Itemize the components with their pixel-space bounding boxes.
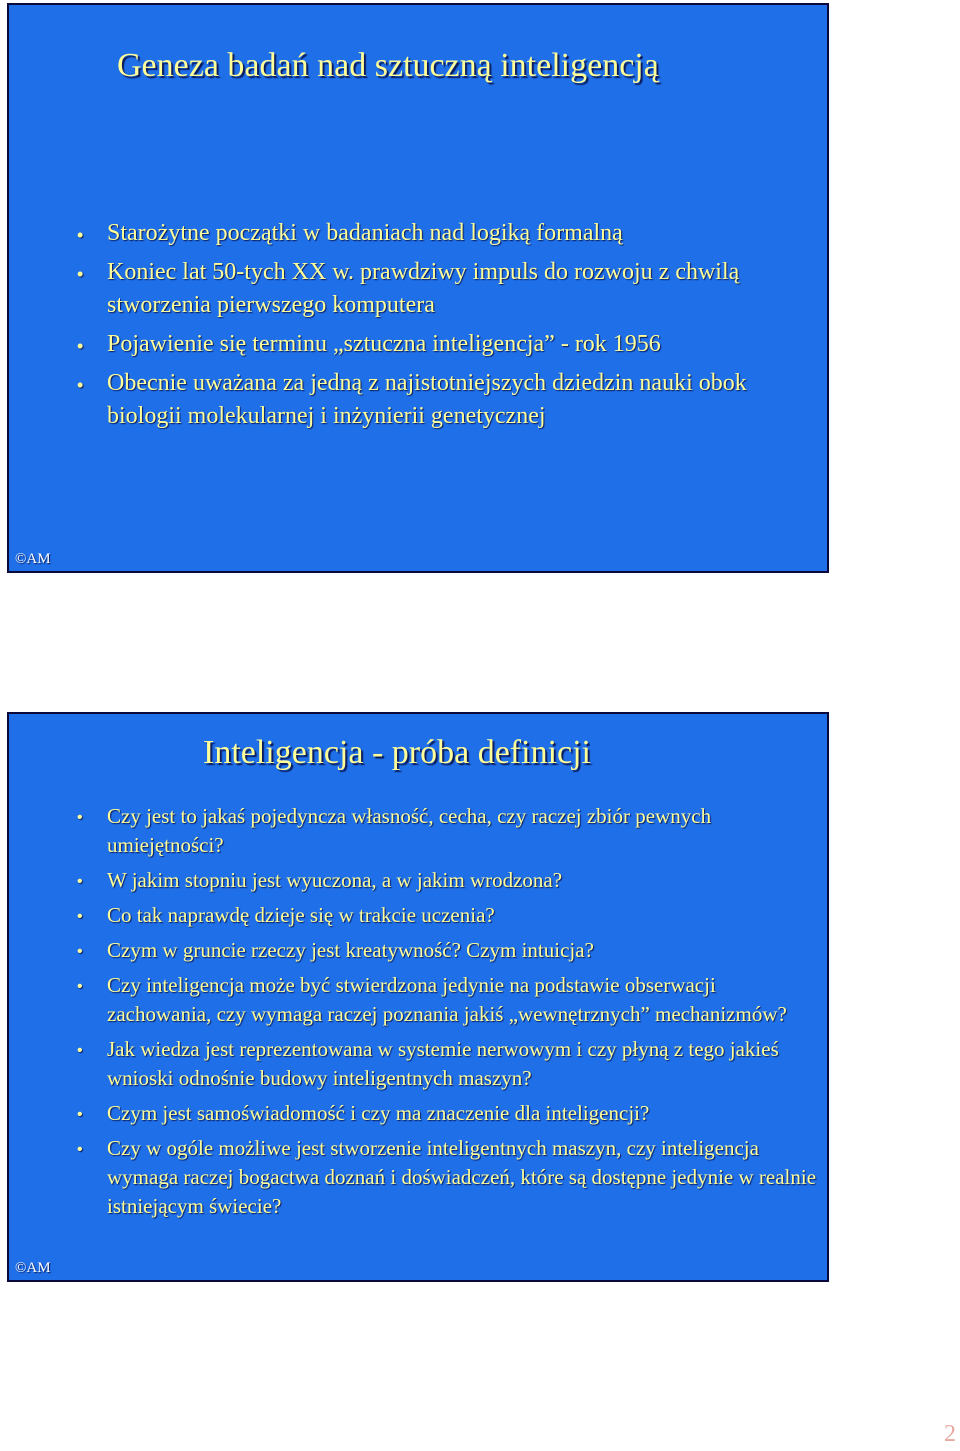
bullet-list xyxy=(77,217,797,439)
bullet-text: Koniec lat 50-tych XX w. prawdziwy impuls do rozwoju z chwilą stworzenia pierwszego komputera xyxy=(107,259,740,318)
bullet-list xyxy=(77,802,817,1227)
bullet-icon: • xyxy=(77,225,84,245)
slide-title: Geneza badań nad sztuczną inteligencją xyxy=(117,47,659,84)
bullet-icon: • xyxy=(77,908,83,925)
slide-2 xyxy=(7,712,829,1282)
list-item xyxy=(77,1134,817,1221)
bullet-text: Czym jest samoświadomość i czy ma znaczenie dla inteligencji? xyxy=(107,1101,650,1125)
list-item xyxy=(77,802,817,860)
bullet-icon: • xyxy=(77,336,84,356)
list-item xyxy=(77,1099,817,1128)
bullet-icon: • xyxy=(77,978,83,995)
bullet-text: Pojawienie się terminu „sztuczna inteligencja” - rok 1956 xyxy=(107,331,661,357)
bullet-icon: • xyxy=(77,1106,83,1123)
bullet-text: W jakim stopniu jest wyuczona, a w jakim wrodzona? xyxy=(107,868,563,892)
list-item xyxy=(77,217,797,250)
list-item xyxy=(77,866,817,895)
list-item xyxy=(77,328,797,361)
bullet-icon: • xyxy=(77,1141,83,1158)
slide-title: Inteligencja - próba definicji xyxy=(203,734,591,771)
list-item xyxy=(77,256,797,322)
bullet-icon: • xyxy=(77,264,84,284)
bullet-text: Jak wiedza jest reprezentowana w systemie nerwowym i czy płyną z tego jakieś wnioski odnośnie budowy inteligentnych maszyn? xyxy=(107,1037,779,1090)
list-item xyxy=(77,971,817,1029)
list-item xyxy=(77,901,817,930)
list-item xyxy=(77,1035,817,1093)
bullet-icon: • xyxy=(77,943,83,960)
bullet-text: Czy jest to jakaś pojedyncza własność, cecha, czy raczej zbiór pewnych umiejętności? xyxy=(107,804,712,857)
copyright-notice: ©AM xyxy=(15,551,51,567)
bullet-text: Czy w ogóle możliwe jest stworzenie inteligentnych maszyn, czy inteligencja wymaga raczej bogactwa doznań i doświadczeń, które są dostępne jedynie w realnie istniejącym świecie? xyxy=(107,1136,817,1218)
bullet-text: Starożytne początki w badaniach nad logiką formalną xyxy=(107,220,623,246)
bullet-icon: • xyxy=(77,375,84,395)
copyright-notice: ©AM xyxy=(15,1260,51,1276)
bullet-text: Obecnie uważana za jedną z najistotniejszych dziedzin nauki obok biologii molekularnej i inżynierii genetycznej xyxy=(107,370,747,429)
bullet-text: Czym w gruncie rzeczy jest kreatywność? Czym intuicja? xyxy=(107,938,594,962)
bullet-icon: • xyxy=(77,1042,83,1059)
bullet-text: Czy inteligencja może być stwierdzona jedynie na podstawie obserwacji zachowania, czy wymaga raczej poznania jakiś „wewnętrznych” mechanizmów? xyxy=(107,973,787,1026)
slide-1 xyxy=(7,3,829,573)
page-number: 2 xyxy=(944,1421,956,1447)
list-item xyxy=(77,936,817,965)
bullet-icon: • xyxy=(77,809,83,826)
bullet-text: Co tak naprawdę dzieje się w trakcie uczenia? xyxy=(107,903,495,927)
list-item xyxy=(77,367,797,433)
bullet-icon: • xyxy=(77,873,83,890)
